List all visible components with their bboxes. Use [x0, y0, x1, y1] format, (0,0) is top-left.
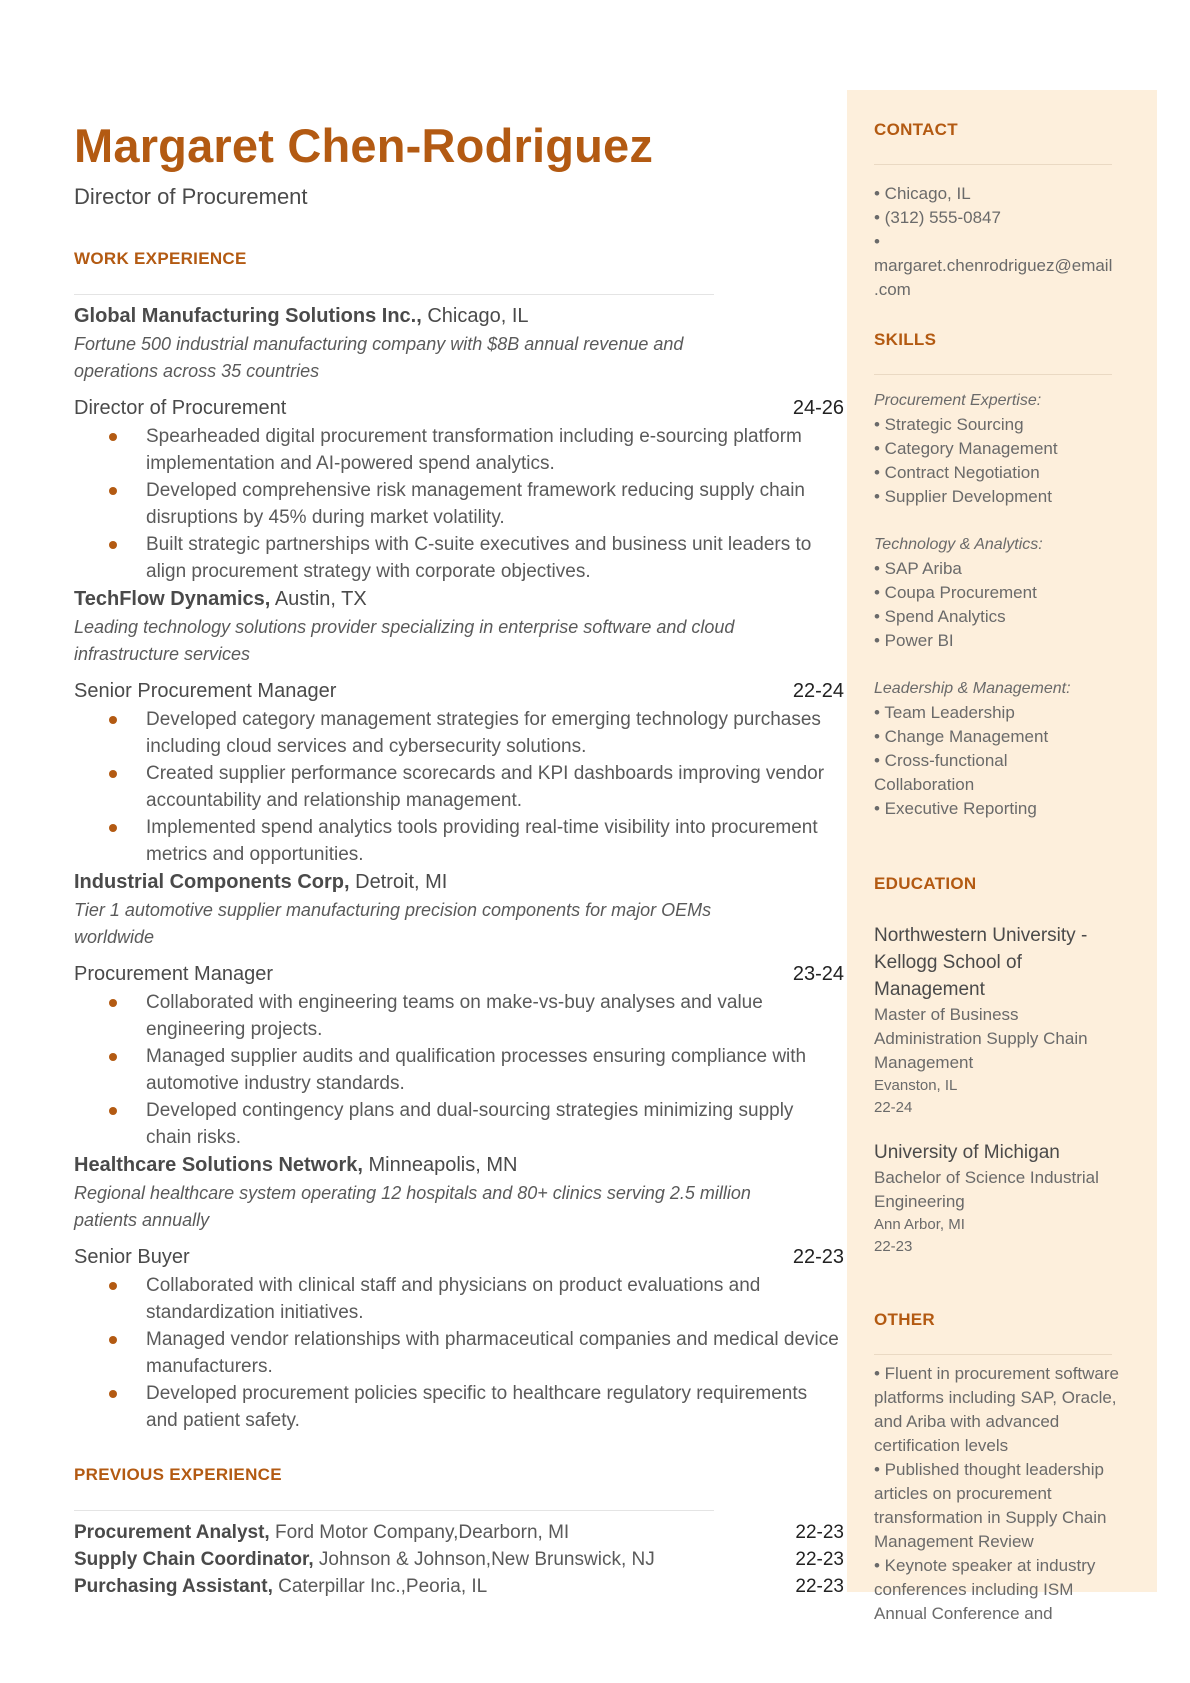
previous-item: [74, 1546, 844, 1573]
achievement-item: Collaborated with clinical staff and physicians on product evaluations and standardization initiatives.: [146, 1272, 844, 1326]
company-location: Minneapolis, MN: [362, 1154, 518, 1176]
other-item: • Fluent in procurement software platforms including SAP, Oracle, and Ariba with advanced certification levels: [874, 1364, 1120, 1455]
school-name: University of Michigan: [874, 1142, 1060, 1163]
skill-item: • Change Management: [874, 727, 1049, 746]
company-location: Detroit, MI: [349, 871, 448, 893]
school-location: Ann Arbor, MI: [874, 1216, 965, 1233]
skill-item: • Supplier Development: [874, 487, 1052, 506]
job-list: [74, 302, 844, 1434]
skill-item: • Spend Analytics: [874, 607, 1006, 626]
achievement-list: [74, 989, 844, 1151]
degree: Master of Business Administration Supply Chain Management: [874, 1005, 1088, 1072]
previous-role: Purchasing Assistant,: [74, 1576, 273, 1597]
education-block: [874, 922, 1114, 1258]
achievement-item: Developed comprehensive risk management framework reducing supply chain disruptions by 45% during market volatility.: [146, 477, 844, 531]
skill-category: Technology & Analytics:: [874, 536, 1043, 553]
role-title: Director of Procurement: [74, 397, 287, 419]
role-date: 22-24: [792, 680, 844, 702]
education-date: 22-23: [874, 1238, 913, 1255]
previous-experience-heading: PREVIOUS EXPERIENCE: [74, 1465, 282, 1484]
role-row: [74, 676, 844, 706]
contact-phone: • (312) 555-0847: [874, 208, 1001, 227]
role-row: [74, 393, 844, 423]
company-location: Austin, TX: [270, 588, 367, 610]
achievement-item: Collaborated with engineering teams on make-vs-buy analyses and value engineering projects.: [146, 989, 844, 1043]
skill-item: • Cross-functional Collaboration: [874, 751, 1008, 794]
company-line: [74, 302, 844, 331]
achievement-list: [74, 706, 844, 868]
company-name: Global Manufacturing Solutions Inc.,: [74, 305, 422, 327]
previous-detail: Ford Motor Company,Dearborn, MI: [269, 1522, 570, 1543]
role-row: [74, 1242, 844, 1272]
achievement-item: Implemented spend analytics tools providing real-time visibility into procurement metrics and opportunities.: [146, 814, 844, 868]
job-entry: [74, 585, 844, 868]
company-name: Healthcare Solutions Network,: [74, 1154, 363, 1176]
skill-category: Leadership & Management:: [874, 680, 1071, 697]
achievement-list: [74, 1272, 844, 1434]
degree: Bachelor of Science Industrial Engineering: [874, 1168, 1099, 1211]
company-line: [74, 585, 844, 614]
role-date: 23-24: [792, 963, 844, 985]
divider: [74, 1510, 714, 1511]
other-item: • Published thought leadership articles on procurement transformation in Supply Chain Management Review: [874, 1460, 1107, 1551]
other-block: [874, 1362, 1124, 1626]
achievement-item: Spearheaded digital procurement transformation including e-sourcing platform implementation and AI-powered spend analytics.: [146, 423, 844, 477]
role-date: 24-26: [792, 397, 844, 419]
candidate-title: Director of Procurement: [74, 184, 308, 209]
skill-item: • Power BI: [874, 631, 954, 650]
skills-block: [874, 389, 1124, 821]
skill-item: • Category Management: [874, 439, 1058, 458]
skill-item: • Strategic Sourcing: [874, 415, 1024, 434]
company-description: Regional healthcare system operating 12 hospitals and 80+ clinics serving 2.5 million patients annually: [74, 1183, 751, 1230]
education-date: 22-24: [874, 1099, 913, 1116]
previous-date: 22-23: [795, 1522, 844, 1543]
company-name: TechFlow Dynamics,: [74, 588, 271, 610]
achievement-item: Built strategic partnerships with C-suite executives and business unit leaders to align procurement strategy with corporate objectives.: [146, 531, 844, 585]
achievement-item: Created supplier performance scorecards and KPI dashboards improving vendor accountability and relationship management.: [146, 760, 844, 814]
school-location: Evanston, IL: [874, 1077, 958, 1094]
contact-block: [874, 182, 1124, 302]
other-heading: OTHER: [874, 1310, 935, 1329]
achievement-list: [74, 423, 844, 585]
achievement-item: Developed category management strategies for emerging technology purchases including cloud services and cybersecurity solutions.: [146, 706, 844, 760]
previous-item: [74, 1519, 844, 1546]
company-name: Industrial Components Corp,: [74, 871, 350, 893]
divider: [74, 294, 714, 295]
company-description: Tier 1 automotive supplier manufacturing precision components for major OEMs worldwide: [74, 900, 712, 947]
skill-item: • Executive Reporting: [874, 799, 1037, 818]
company-description: Fortune 500 industrial manufacturing company with $8B annual revenue and operations across 35 countries: [74, 334, 684, 381]
work-experience-heading: WORK EXPERIENCE: [74, 249, 247, 268]
skills-heading: SKILLS: [874, 330, 937, 349]
job-entry: [74, 302, 844, 585]
divider: [874, 374, 1112, 375]
achievement-item: Developed procurement policies specific to healthcare regulatory requirements and patient safety.: [146, 1380, 844, 1434]
previous-date: 22-23: [795, 1576, 844, 1597]
achievement-item: Developed contingency plans and dual-sourcing strategies minimizing supply chain risks.: [146, 1097, 844, 1151]
role-title: Senior Procurement Manager: [74, 680, 337, 702]
skill-item: • Team Leadership: [874, 703, 1015, 722]
contact-bullet: •: [874, 232, 880, 251]
divider: [874, 164, 1112, 165]
job-entry: [74, 868, 844, 1151]
job-entry: [74, 1151, 844, 1434]
role-date: 22-23: [792, 1246, 844, 1268]
candidate-name: Margaret Chen-Rodriguez: [74, 119, 654, 172]
education-heading: EDUCATION: [874, 874, 977, 893]
previous-experience-list: [74, 1519, 844, 1600]
sidebar: [847, 90, 1157, 1623]
achievement-item: Managed supplier audits and qualification processes ensuring compliance with automotive industry standards.: [146, 1043, 844, 1097]
skill-item: • Contract Negotiation: [874, 463, 1040, 482]
role-row: [74, 959, 844, 989]
company-line: [74, 868, 844, 897]
contact-email: margaret.chenrodriguez@email .com: [874, 256, 1113, 299]
previous-date: 22-23: [795, 1549, 844, 1570]
skill-item: • Coupa Procurement: [874, 583, 1037, 602]
divider: [874, 1354, 1112, 1355]
other-item: • Keynote speaker at industry conferences including ISM Annual Conference and: [874, 1556, 1096, 1623]
achievement-item: Managed vendor relationships with pharmaceutical companies and medical device manufacturers.: [146, 1326, 844, 1380]
company-location: Chicago, IL: [421, 305, 529, 327]
company-line: [74, 1151, 844, 1180]
skill-item: • SAP Ariba: [874, 559, 962, 578]
previous-item: [74, 1573, 844, 1600]
contact-city: • Chicago, IL: [874, 184, 971, 203]
company-description: Leading technology solutions provider specializing in enterprise software and cloud infrastructure services: [74, 617, 735, 664]
previous-role: Procurement Analyst,: [74, 1522, 270, 1543]
previous-detail: Johnson & Johnson,New Brunswick, NJ: [313, 1549, 655, 1570]
previous-detail: Caterpillar Inc.,Peoria, IL: [272, 1576, 488, 1597]
contact-heading: CONTACT: [874, 120, 958, 139]
previous-role: Supply Chain Coordinator,: [74, 1549, 314, 1570]
role-title: Procurement Manager: [74, 963, 273, 985]
school-name: Northwestern University - Kellogg School of Management: [874, 925, 1088, 1000]
skill-category: Procurement Expertise:: [874, 392, 1042, 409]
role-title: Senior Buyer: [74, 1246, 190, 1268]
